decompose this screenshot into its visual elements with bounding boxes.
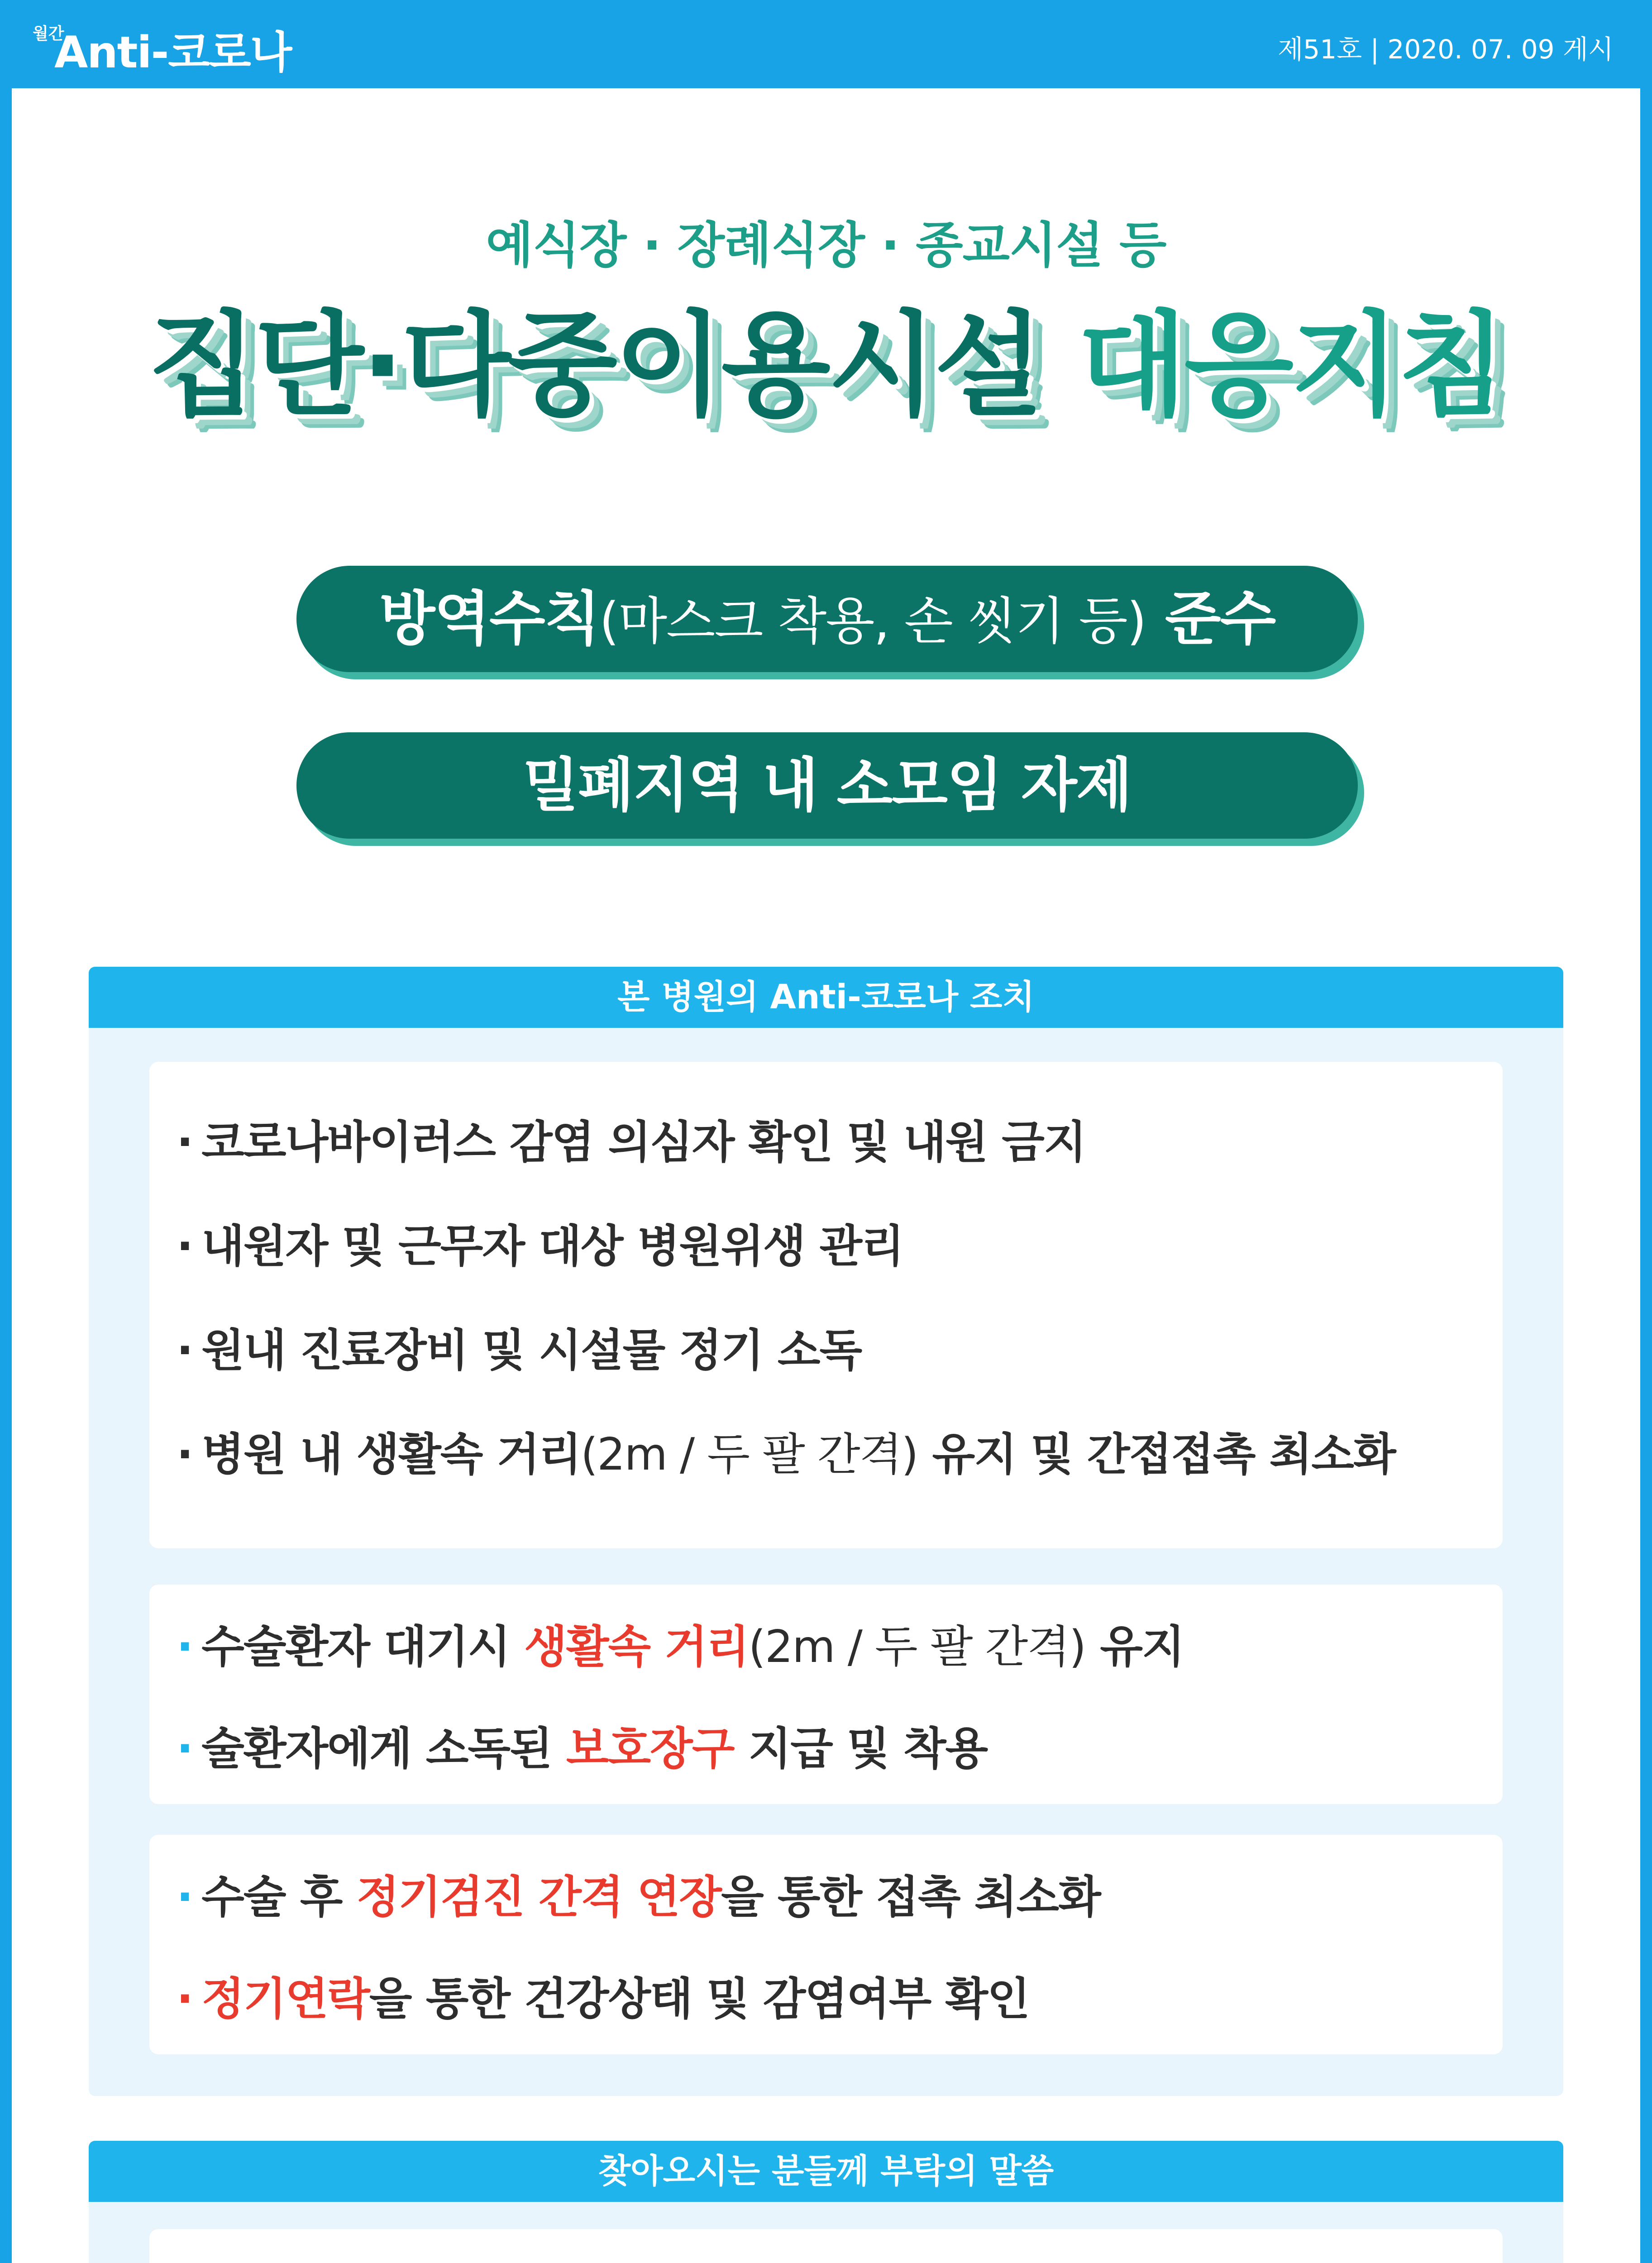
list-item: · 원내 진료장비 및 시설물 정기 소독 (177, 1325, 862, 1376)
list-item: · 내원자 및 근무자 대상 병원위생 관리 (177, 1221, 903, 1272)
guideline-pill-quarantine (296, 566, 1358, 672)
pill1-light: (마스크 착용, 손 씻기 등) (599, 592, 1146, 651)
list-item: · 병원 내 생활속 거리(2m / 두 팔 간격) 유지 및 간접접촉 최소화 (177, 1429, 1395, 1480)
visitor-requests-panel (89, 2141, 1563, 2263)
pill1-bold-b: 준수 (1165, 585, 1275, 653)
visitor-requests-header: 찾아오시는 분들께 부탁의 말씀 (89, 2141, 1563, 2202)
brand-prefix: 월간 (33, 24, 64, 43)
page-title (0, 300, 1652, 431)
measures-card-3 (149, 1835, 1503, 2054)
header-bar (0, 0, 1652, 88)
measures-card-1 (149, 1062, 1503, 1548)
guideline-pill-gathering: 밀폐지역 내 소모임 자제 (296, 732, 1358, 839)
hospital-measures-panel (89, 967, 1563, 2096)
subtitle: 예식장 · 장례식장 · 종교시설 등 (486, 217, 1166, 274)
hospital-measures-header: 본 병원의 Anti-코로나 조치 (89, 967, 1563, 1028)
list-item: · 술환자에게 소독된 보호장구 지급 및 착용 (177, 1723, 988, 1775)
brand-logo: Anti-코로나 (54, 27, 291, 78)
list-item: · 수술환자 대기시 생활속 거리(2m / 두 팔 간격) 유지 (177, 1621, 1184, 1673)
list-item: · 수술 후 정기검진 간격 연장을 통한 접촉 최소화 (177, 1872, 1100, 1923)
list-item: · 정기연락을 통한 건강상태 및 감염여부 확인 (177, 1973, 1029, 2025)
issue-info: 제51호 | 2020. 07. 09 게시 (1278, 34, 1614, 65)
requests-card (149, 2229, 1503, 2263)
measures-card-2 (149, 1585, 1503, 1804)
list-item: · 코로나바이러스 감염 의심자 확인 및 내원 금지 (177, 1117, 1086, 1168)
title-part1: 집단·다중이용시설 (148, 300, 1041, 431)
title-part2: 대응지침 (1078, 300, 1504, 431)
pill1-bold-a: 방역수칙 (379, 585, 600, 653)
